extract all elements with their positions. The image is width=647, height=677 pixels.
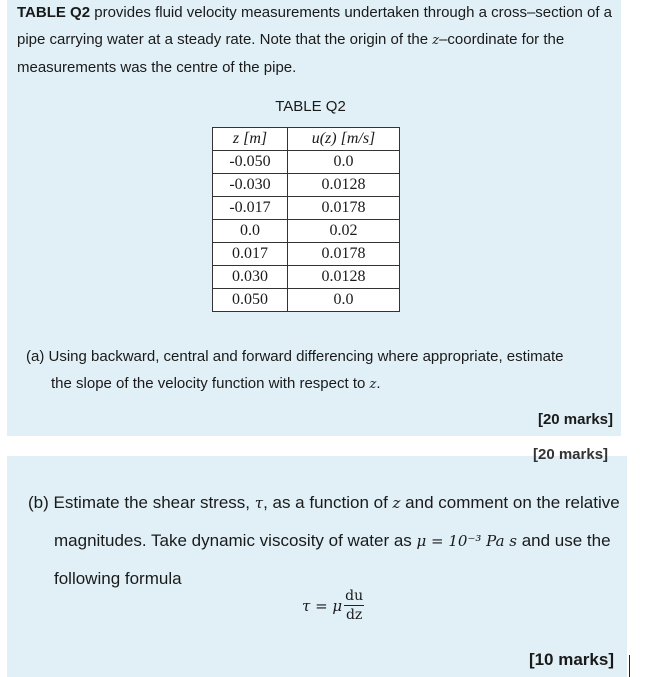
part-a-line-2 <box>26 370 616 398</box>
intro-lead: TABLE Q2 <box>17 4 91 21</box>
intro-text-2: –coordinate for the measurements was the centre of the pipe. <box>17 31 565 76</box>
table-row <box>213 289 400 312</box>
cell-u: 0.02 <box>288 220 400 243</box>
cell-u: 0.0 <box>288 289 400 312</box>
table-header-row <box>213 128 400 151</box>
part-a-line-2-post: . <box>376 375 381 392</box>
part-a-marks: [20 marks] <box>537 411 613 428</box>
part-b-line-2 <box>28 522 623 560</box>
cell-u: 0.0178 <box>288 197 400 220</box>
formula-numerator: du <box>345 588 364 604</box>
part-a-line-1: (a) Using backward, central and forward differencing where appropriate, estimate <box>26 348 564 365</box>
cell-z: 0.0 <box>213 220 288 243</box>
part-b-line-1-post: and comment on the relative <box>400 493 620 512</box>
formula-lhs: τ = μ <box>302 596 343 615</box>
part-b-question <box>28 484 623 597</box>
cell-z: 0.030 <box>213 266 288 289</box>
table-row <box>213 151 400 174</box>
cell-u: 0.0 <box>288 151 400 174</box>
shear-stress-formula <box>302 588 364 623</box>
table-row <box>213 174 400 197</box>
cell-z: -0.050 <box>213 151 288 174</box>
cell-z: -0.030 <box>213 174 288 197</box>
velocity-table <box>212 127 400 312</box>
table-row <box>213 266 400 289</box>
table-row <box>213 243 400 266</box>
part-b-tau: τ <box>254 494 264 512</box>
table-row <box>213 197 400 220</box>
intro-z-symbol: z <box>432 33 440 48</box>
part-b-mu-expr: μ = 10⁻³ Pa s <box>416 532 517 550</box>
intro-text-1: provides fluid velocity measurements undertaken through a cross–section of a pipe carrying water at a steady rate. Note that the origin of the <box>17 4 613 48</box>
header-z: z [m] <box>213 128 288 151</box>
formula-denominator: dz <box>345 607 363 623</box>
table-row <box>213 220 400 243</box>
cell-u: 0.0178 <box>288 243 400 266</box>
part-b-line-1-mid: , as a function of <box>263 493 393 512</box>
part-b-line-2-post: and use the <box>516 531 611 550</box>
cell-u: 0.0128 <box>288 266 400 289</box>
cell-u: 0.0128 <box>288 174 400 197</box>
part-b-line-1-pre: (b) Estimate the shear stress, <box>28 493 255 512</box>
table-title: TABLE Q2 <box>275 98 346 115</box>
cell-z: 0.017 <box>213 243 288 266</box>
part-b-line-3: following formula <box>54 569 182 588</box>
cropped-marks-artifact <box>533 446 613 463</box>
formula-fraction <box>344 588 364 623</box>
cell-z: 0.050 <box>213 289 288 312</box>
part-a-question <box>26 343 616 398</box>
text-cursor <box>629 655 630 677</box>
part-b-line-2-pre: magnitudes. Take dynamic viscosity of water as <box>54 531 417 550</box>
part-b-z-symbol: z <box>392 494 401 512</box>
part-a-z-symbol: z <box>369 377 377 392</box>
header-u: u(z) [m/s] <box>288 128 400 151</box>
part-b-marks: [10 marks] <box>528 650 614 669</box>
part-a-line-2-pre: the slope of the velocity function with respect to <box>51 375 370 392</box>
cropped-marks-text: [20 marks] <box>533 446 609 463</box>
intro-paragraph <box>17 0 613 81</box>
cell-z: -0.017 <box>213 197 288 220</box>
